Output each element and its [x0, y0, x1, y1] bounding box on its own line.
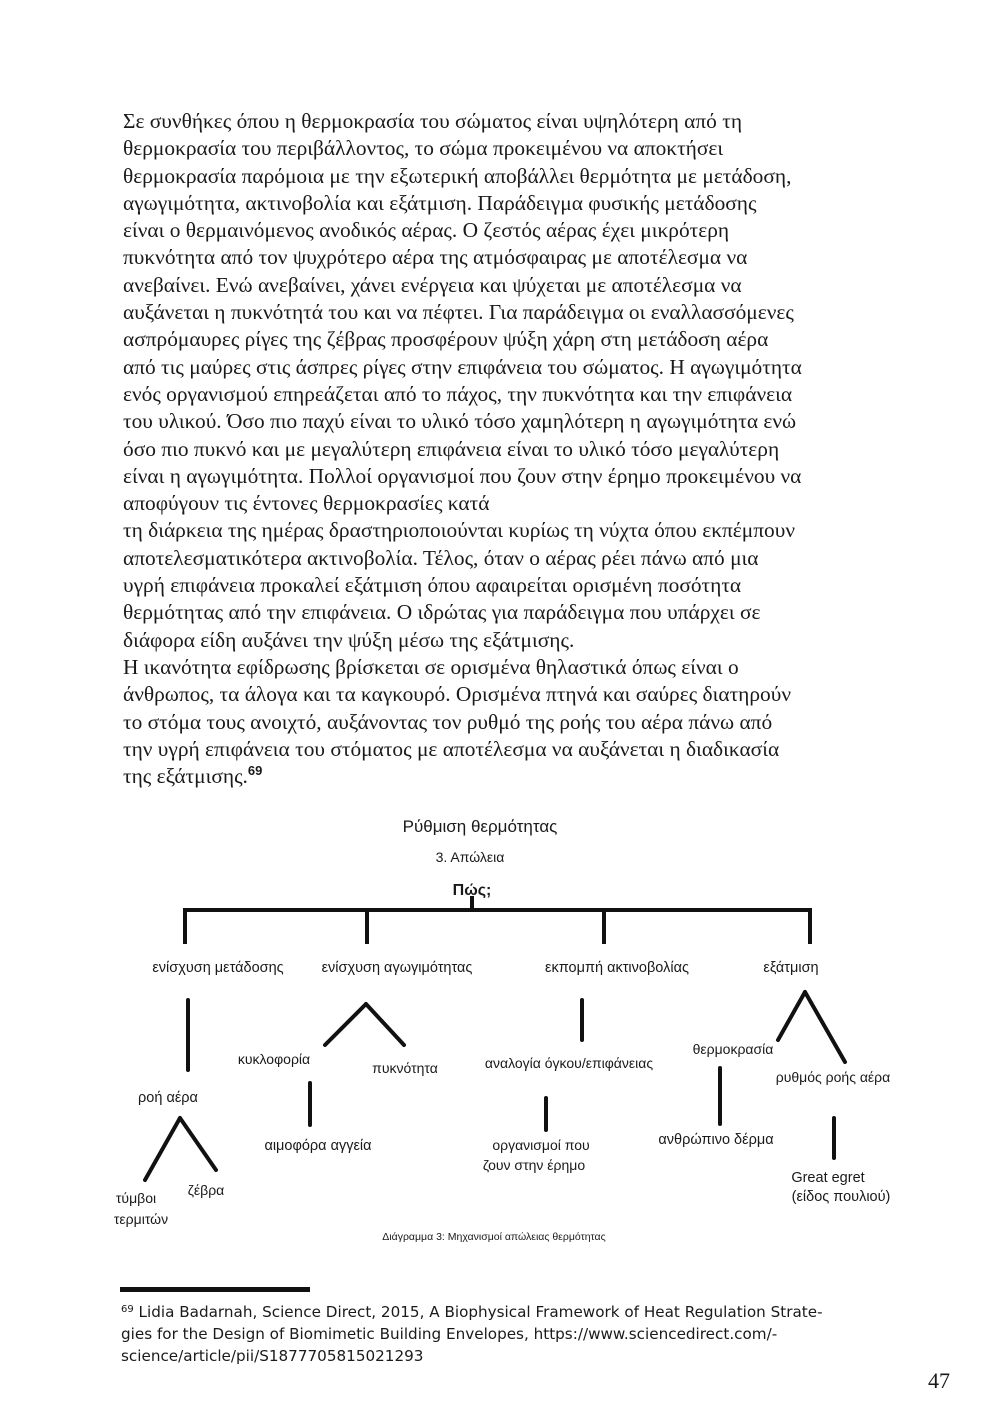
connector-airflow-zebra	[180, 1118, 216, 1170]
connector-conductivity-circulation	[325, 1004, 366, 1045]
body-line: αποφύγουν τις έντονες θερμοκρασίες κατά	[123, 491, 490, 516]
node-blood-vessels: αιμοφόρα αγγεία	[264, 1138, 372, 1154]
body-line: άνθρωπος, τα άλογα και τα καγκουρό. Ορισμένα πτηνά και σαύρες διατηρούν	[123, 682, 791, 707]
footnote-text: Lidia Badarnah, Science Direct, 2015, A Biophysical Framework of Heat Regulation Strate-	[133, 1303, 823, 1321]
main-bracket	[185, 898, 810, 942]
node-temperature: θερμοκρασία	[692, 1041, 774, 1057]
body-line: του υλικού. Όσο πιο παχύ είναι το υλικό τόσο χαμηλότερη η αγωγιμότητα ενώ	[123, 409, 797, 434]
connector-airflow-termites	[145, 1118, 180, 1180]
diagram-title: Ρύθμιση θερμότητας	[402, 817, 558, 836]
footnote-line-3[interactable]: science/article/pii/S1877705815021293	[121, 1347, 424, 1365]
page-number: 47	[928, 1368, 950, 1393]
body-line: πυκνότητα από τον ψυχρότερο αέρα της ατμόσφαιρας με αποτέλεσμα να	[123, 245, 748, 270]
node-air-flow: ροή αέρα	[138, 1090, 198, 1106]
footnote-separator	[120, 1287, 310, 1292]
body-line: θερμοκρασία παρόμοια με την εξωτερική αποβάλλει θερμότητα με μετάδοση,	[123, 163, 792, 188]
body-line: την υγρή επιφάνεια του στόματος με αποτέλεσμα να αυξάνεται η διαδικασία	[123, 736, 780, 761]
node-human-skin: ανθρώπινο δέρμα	[658, 1132, 774, 1148]
body-line: το στόμα τους ανοιχτό, αυξάνοντας τον ρυθμό της ροής του αέρα πάνω από	[123, 709, 773, 734]
body-line: όσο πιο πυκνό και με μεγαλύτερη επιφάνεια είναι το υλικό τόσο μεγαλύτερη	[123, 436, 780, 461]
node-great-egret-line1: Great egret	[791, 1170, 865, 1186]
body-line: είναι η αγωγιμότητα. Πολλοί οργανισμοί που ζουν στην έρημο προκειμένου να	[123, 463, 802, 488]
node-circulation: κυκλοφορία	[237, 1051, 311, 1067]
body-line: τη διάρκεια της ημέρας δραστηριοποιούνται κυρίως τη νύχτα όπου εκπέμπουν	[123, 518, 795, 543]
body-line: από τις μαύρες στις άσπρες ρίγες στην επιφάνεια του σώματος. Η αγωγιμότητα	[123, 354, 802, 379]
diagram-caption: Διάγραμμα 3: Μηχανισμοί απώλειας θερμότητας	[382, 1231, 606, 1243]
node-desert-organisms-line1: οργανισμοί που	[492, 1137, 590, 1153]
node-termite-mounds-line1: τύμβοι	[115, 1190, 157, 1206]
node-desert-organisms-line2: ζουν στην έρημο	[482, 1157, 586, 1173]
body-line: αποτελεσματικότερα ακτινοβολία. Τέλος, όταν ο αέρας ρέει πάνω από μια	[123, 545, 759, 570]
body-line: υγρή επιφάνεια προκαλεί εξάτμιση όπου αφαιρείται ορισμένη ποσότητα	[123, 573, 742, 598]
body-line: είναι ο θερμαινόμενος ανοδικός αέρας. Ο ζεστός αέρας έχει μικρότερη	[123, 218, 730, 243]
footnote-line-2[interactable]: gies for the Design of Biomimetic Building Envelopes, https://www.sciencedirect.com/-	[121, 1325, 778, 1343]
diagram-subtitle: 3. Απώλεια	[435, 849, 505, 865]
body-line: θερμότητας από την επιφάνεια. Ο ιδρώτας για παράδειγμα που υπάρχει σε	[123, 600, 761, 625]
node-great-egret-line2: (είδος πουλιού)	[791, 1189, 891, 1205]
body-line: αυξάνεται η πυκνότητά του και να πέφτει. Για παράδειγμα οι εναλλασσόμενες	[123, 300, 794, 325]
node-zebra: ζέβρα	[187, 1182, 225, 1198]
connector-evaporation-temperature	[778, 992, 805, 1040]
branch-label-transfer: ενίσχυση μετάδοσης	[152, 960, 284, 976]
body-line-text: της εξάτμισης.	[123, 764, 248, 789]
body-line: ασπρόμαυρες ρίγες της ζέβρας προσφέρουν ψύξη χάρη στη μετάδοση αέρα	[123, 327, 769, 352]
connector-conductivity-density	[366, 1004, 404, 1045]
body-line: θερμοκρασία του περιβάλλοντος, το σώμα προκειμένου να αποκτήσει	[123, 136, 724, 161]
body-line: Η ικανότητα εφίδρωσης βρίσκεται σε ορισμένα θηλαστικά όπως είναι ο	[123, 654, 739, 679]
footnote	[121, 1301, 881, 1367]
body-line: αγωγιμότητα, ακτινοβολία και εξάτμιση. Παράδειγμα φυσικής μετάδοσης	[123, 190, 757, 215]
footnote-reference[interactable]: 69	[247, 763, 263, 779]
branch-label-conductivity: ενίσχυση αγωγιμότητας	[321, 960, 473, 976]
footnote-line-1	[121, 1301, 881, 1323]
body-line: ενός οργανισμού επηρεάζεται από το πάχος, την πυκνότητα και την επιφάνεια	[123, 381, 793, 406]
node-volume-surface-ratio: αναλογία όγκου/επιφάνειας	[484, 1055, 654, 1071]
node-air-flow-rate: ρυθμός ροής αέρα	[775, 1069, 891, 1085]
body-line: Σε συνθήκες όπου η θερμοκρασία του σώματος είναι υψηλότερη από τη	[123, 109, 743, 133]
node-density: πυκνότητα	[372, 1060, 438, 1076]
diagram-question: Πώς;	[452, 882, 492, 899]
body-line: ανεβαίνει. Ενώ ανεβαίνει, χάνει ενέργεια και ψύχεται με αποτέλεσμα να	[123, 272, 742, 297]
branch-label-radiation: εκπομπή ακτινοβολίας	[545, 960, 689, 976]
branch-label-evaporation: εξάτμιση	[763, 960, 819, 976]
body-line: διάφορα είδη αυξάνει την ψύξη μέσω της εξάτμισης.	[123, 627, 575, 652]
node-termite-mounds-line2: τερμιτών	[113, 1211, 169, 1227]
footnote-number: 69	[121, 1304, 134, 1315]
connector-evaporation-airflowrate	[805, 992, 845, 1062]
